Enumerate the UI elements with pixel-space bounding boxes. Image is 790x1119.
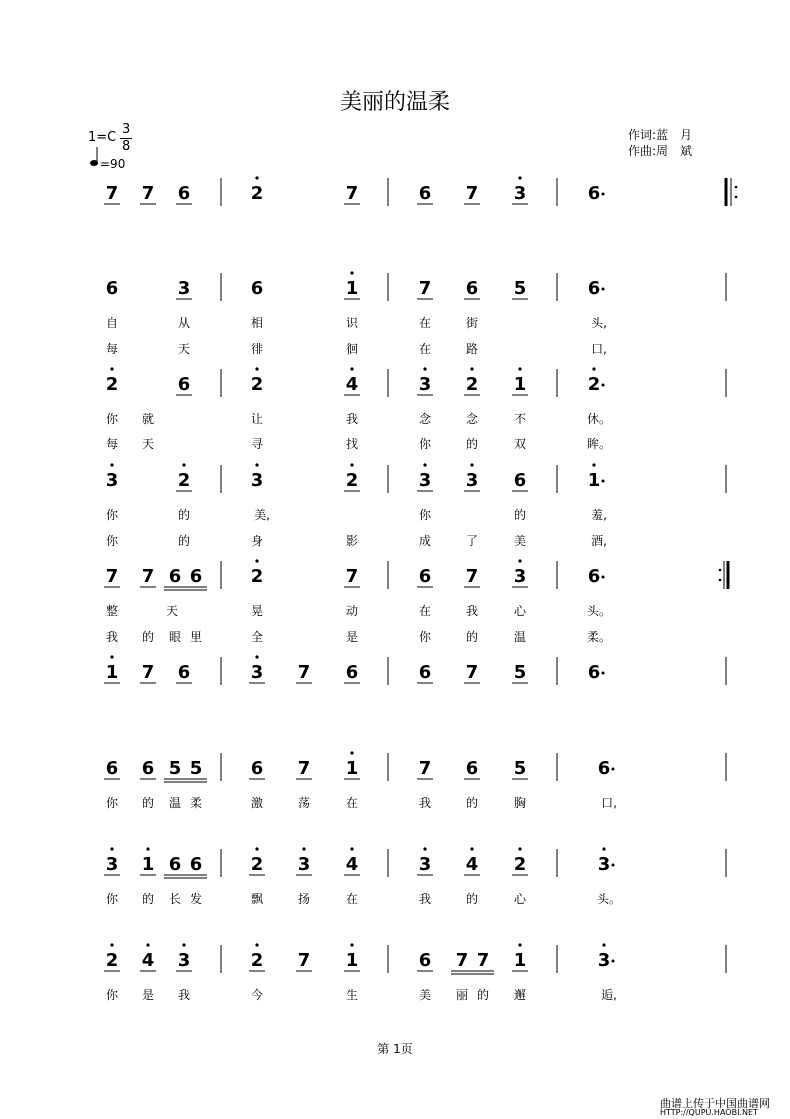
octave-dot-above [423,367,426,370]
note-digit: 7 [141,183,155,204]
note-digit: 3 [597,950,611,971]
note-digit: 6 [465,278,479,299]
octave-dot-above [592,463,595,466]
lyric-syllable: 羞, [591,508,607,522]
note-digit: 3 [105,854,119,875]
note-digit: 3 [177,278,191,299]
lyric-syllable: 你 [105,508,119,522]
octave-dot-above [110,367,113,370]
quarter-note-icon [89,147,99,167]
lyric-syllable: 美 [418,988,432,1002]
lyric-syllable: 找 [345,437,359,451]
lyric-syllable: 成 [418,534,432,548]
octave-dot-above [110,463,113,466]
lyric-syllable: 念 [418,412,432,426]
tempo-marking: =90 [100,157,126,171]
note-digit: 6 [587,566,601,587]
lyric-syllable: 了 [465,534,479,548]
octave-dot-above [350,367,353,370]
lyric-syllable: 发 [189,892,203,906]
repeat-dot [719,579,722,582]
note-digit: 5 [513,278,527,299]
note-digit: 2 [465,374,479,395]
note-digit: 5 [168,758,182,779]
note-digit: 7 [105,183,119,204]
note-digit: 6 [168,854,182,875]
lyric-syllable: 口, [601,796,617,810]
octave-dot-above [518,943,521,946]
lyric-syllable: 我 [105,630,119,644]
note-digit: 2 [587,374,601,395]
note-digit: 2 [250,183,264,204]
lyric-syllable: 你 [418,508,432,522]
note-digit: 7 [105,566,119,587]
lyric-syllable: 念 [465,412,479,426]
octave-dot-above [470,367,473,370]
octave-dot-above [350,463,353,466]
note-digit: 7 [345,183,359,204]
note-digit: 3 [250,662,264,683]
note-digit: 6 [597,758,611,779]
note-digit: 1 [141,854,155,875]
lyric-syllable: 动 [345,604,359,618]
octave-dot-above [518,176,521,179]
note-digit: 6 [345,662,359,683]
note-digit: 3 [418,470,432,491]
note-digit: 1 [345,758,359,779]
lyric-syllable: 是 [345,630,359,644]
lyric-syllable: 在 [418,316,432,330]
note-digit: 1 [105,662,119,683]
lyric-syllable: 晃 [250,604,264,618]
note-digit: 6 [587,183,601,204]
lyric-syllable: 丽 [455,988,469,1002]
lyric-syllable: 生 [345,988,359,1002]
note-digit: 6 [177,662,191,683]
note-digit: 1 [345,950,359,971]
note-digit: 2 [250,566,264,587]
augmentation-dot [602,384,605,387]
lyric-syllable: 荡 [297,796,311,810]
lyric-syllable: 的 [465,796,479,810]
note-digit: 6 [465,758,479,779]
note-digit: 6 [177,183,191,204]
note-digit: 1 [345,278,359,299]
lyric-syllable: 今 [250,988,264,1002]
augmentation-dot [612,960,615,963]
octave-dot-above [302,847,305,850]
note-digit: 7 [465,566,479,587]
note-digit: 7 [465,662,479,683]
time-signature-denominator: 8 [122,139,131,154]
lyric-syllable: 的 [465,630,479,644]
octave-dot-above [470,847,473,850]
lyric-syllable: 你 [418,630,432,644]
lyric-syllable: 心 [513,892,527,906]
key-signature: 1=C [88,130,117,145]
lyric-syllable: 眼 [168,630,182,644]
note-digit: 7 [141,662,155,683]
song-title: 美丽的温柔 [339,90,450,115]
watermark-url: HTTP://QUPU.HAOBI.NET [660,1108,758,1117]
note-digit: 7 [418,278,432,299]
lyric-syllable: 在 [418,342,432,356]
augmentation-dot [602,193,605,196]
lyric-syllable: 温 [168,796,182,810]
lyric-syllable: 寻 [250,437,264,451]
note-digit: 6 [250,758,264,779]
lyric-syllable: 自 [105,316,119,330]
lyric-syllable: 天 [141,437,155,451]
lyric-syllable: 头, [591,316,607,330]
lyric-syllable: 柔 [189,796,203,810]
lyric-syllable: 头。 [596,892,622,906]
octave-dot-above [470,463,473,466]
lyric-syllable: 里 [189,630,203,644]
lyric-syllable: 头。 [586,604,612,618]
note-digit: 2 [513,854,527,875]
note-digit: 7 [476,950,490,971]
octave-dot-above [182,463,185,466]
lyric-syllable: 的 [513,508,527,522]
octave-dot-above [350,847,353,850]
note-digit: 6 [105,758,119,779]
augmentation-dot [602,672,605,675]
note-digit: 3 [597,854,611,875]
note-digit: 4 [345,854,359,875]
lyric-syllable: 的 [177,508,191,522]
note-digit: 2 [250,374,264,395]
lyric-syllable: 每 [105,342,119,356]
lyric-syllable: 街 [465,316,479,330]
note-digit: 1 [587,470,601,491]
lyric-syllable: 激 [250,796,264,810]
lyric-syllable: 天 [165,604,179,618]
lyric-syllable: 徘 [250,342,264,356]
lyric-syllable: 的 [465,437,479,451]
octave-dot-above [423,847,426,850]
lyric-syllable: 柔。 [586,630,612,644]
lyric-syllable: 是 [141,988,155,1002]
note-digit: 3 [105,470,119,491]
lyric-syllable: 影 [345,534,359,548]
lyric-syllable: 在 [418,604,432,618]
note-digit: 7 [141,566,155,587]
lyric-syllable: 口, [591,342,607,356]
lyric-syllable: 的 [141,796,155,810]
augmentation-dot [602,576,605,579]
lyric-syllable: 从 [177,316,191,330]
lyric-syllable: 在 [345,892,359,906]
lyric-syllable: 全 [250,630,264,644]
note-digit: 6 [105,278,119,299]
lyric-syllable: 在 [345,796,359,810]
octave-dot-above [255,559,258,562]
repeat-dot [719,569,722,572]
octave-dot-above [110,655,113,658]
note-digit: 7 [418,758,432,779]
lyric-syllable: 整 [105,604,119,618]
note-digit: 5 [513,662,527,683]
lyric-syllable: 温 [513,630,527,644]
lyric-syllable: 相 [250,316,264,330]
lyric-syllable: 你 [105,534,119,548]
octave-dot-above [255,463,258,466]
lyric-syllable: 双 [513,437,527,451]
octave-dot-above [255,847,258,850]
note-digit: 3 [250,470,264,491]
lyric-syllable: 你 [105,796,119,810]
octave-dot-above [146,943,149,946]
note-digit: 7 [455,950,469,971]
lyric-syllable: 让 [250,412,264,426]
note-digit: 3 [513,183,527,204]
lyric-syllable: 你 [105,988,119,1002]
note-digit: 2 [250,854,264,875]
lyric-syllable: 徊 [345,342,359,356]
note-digit: 6 [418,183,432,204]
lyric-syllable: 的 [465,892,479,906]
lyric-syllable: 心 [513,604,527,618]
lyric-syllable: 邂 [513,988,527,1002]
lyric-syllable: 飘 [250,892,264,906]
octave-dot-above [350,943,353,946]
note-digit: 6 [250,278,264,299]
note-digit: 7 [297,758,311,779]
octave-dot-above [592,367,595,370]
octave-dot-above [110,847,113,850]
note-digit: 6 [513,470,527,491]
note-digit: 1 [513,374,527,395]
lyric-syllable: 逅, [601,988,617,1002]
lyric-syllable: 我 [418,796,432,810]
note-digit: 2 [105,950,119,971]
lyric-syllable: 扬 [297,892,311,906]
lyric-syllable: 眸。 [586,437,612,451]
note-digit: 4 [345,374,359,395]
octave-dot-above [602,847,605,850]
octave-dot-above [110,943,113,946]
octave-dot-above [255,367,258,370]
lyric-syllable: 的 [476,988,490,1002]
note-digit: 3 [177,950,191,971]
note-digit: 6 [418,950,432,971]
watermark-text: 曲谱上传于中国曲谱网 [660,1097,770,1110]
composer-credit: 作曲:周 斌 [628,144,693,158]
octave-dot-above [146,847,149,850]
lyric-syllable: 美, [254,508,270,522]
note-digit: 7 [465,183,479,204]
lyricist-credit: 作词:蓝 月 [628,128,693,142]
lyric-syllable: 你 [105,892,119,906]
repeat-dot [735,196,738,199]
note-digit: 7 [297,662,311,683]
augmentation-dot [602,480,605,483]
note-digit: 2 [345,470,359,491]
note-digit: 6 [177,374,191,395]
lyric-syllable: 路 [465,342,479,356]
note-digit: 6 [587,278,601,299]
octave-dot-above [350,271,353,274]
lyric-syllable: 胸 [513,796,527,810]
lyric-syllable: 你 [105,412,119,426]
note-digit: 3 [418,854,432,875]
note-digit: 6 [168,566,182,587]
lyric-syllable: 识 [345,316,359,330]
lyric-syllable: 的 [141,892,155,906]
octave-dot-above [518,367,521,370]
lyric-syllable: 每 [105,437,119,451]
note-digit: 3 [513,566,527,587]
note-digit: 5 [189,758,203,779]
lyric-syllable: 的 [177,534,191,548]
note-digit: 4 [141,950,155,971]
time-signature-numerator: 3 [122,122,131,137]
augmentation-dot [612,768,615,771]
octave-dot-above [518,847,521,850]
octave-dot-above [182,943,185,946]
page-number: 第 1页 [377,1042,413,1056]
lyric-syllable: 美 [513,534,527,548]
note-digit: 5 [513,758,527,779]
note-digit: 3 [465,470,479,491]
octave-dot-above [255,176,258,179]
augmentation-dot [612,864,615,867]
augmentation-dot [602,288,605,291]
note-digit: 7 [297,950,311,971]
note-digit: 4 [465,854,479,875]
octave-dot-above [255,943,258,946]
note-digit: 6 [418,566,432,587]
note-digit: 1 [513,950,527,971]
lyric-syllable: 就 [141,412,155,426]
lyric-syllable: 我 [465,604,479,618]
octave-dot-above [602,943,605,946]
repeat-dot [735,186,738,189]
note-digit: 6 [141,758,155,779]
lyric-syllable: 我 [418,892,432,906]
note-digit: 3 [418,374,432,395]
lyric-syllable: 我 [177,988,191,1002]
note-digit: 6 [587,662,601,683]
octave-dot-above [255,655,258,658]
note-digit: 3 [297,854,311,875]
lyric-syllable: 身 [250,534,264,548]
lyric-syllable: 天 [177,342,191,356]
octave-dot-above [350,751,353,754]
lyric-syllable: 你 [418,437,432,451]
note-digit: 2 [105,374,119,395]
note-digit: 2 [250,950,264,971]
note-digit: 6 [189,566,203,587]
lyric-syllable: 休。 [586,412,612,426]
note-digit: 6 [418,662,432,683]
octave-dot-above [423,463,426,466]
lyric-syllable: 酒, [591,534,607,548]
lyric-syllable: 不 [513,412,527,426]
octave-dot-above [518,559,521,562]
lyric-syllable: 的 [141,630,155,644]
note-digit: 7 [345,566,359,587]
lyric-syllable: 我 [345,412,359,426]
note-digit: 6 [189,854,203,875]
lyric-syllable: 长 [168,892,182,906]
note-digit: 2 [177,470,191,491]
